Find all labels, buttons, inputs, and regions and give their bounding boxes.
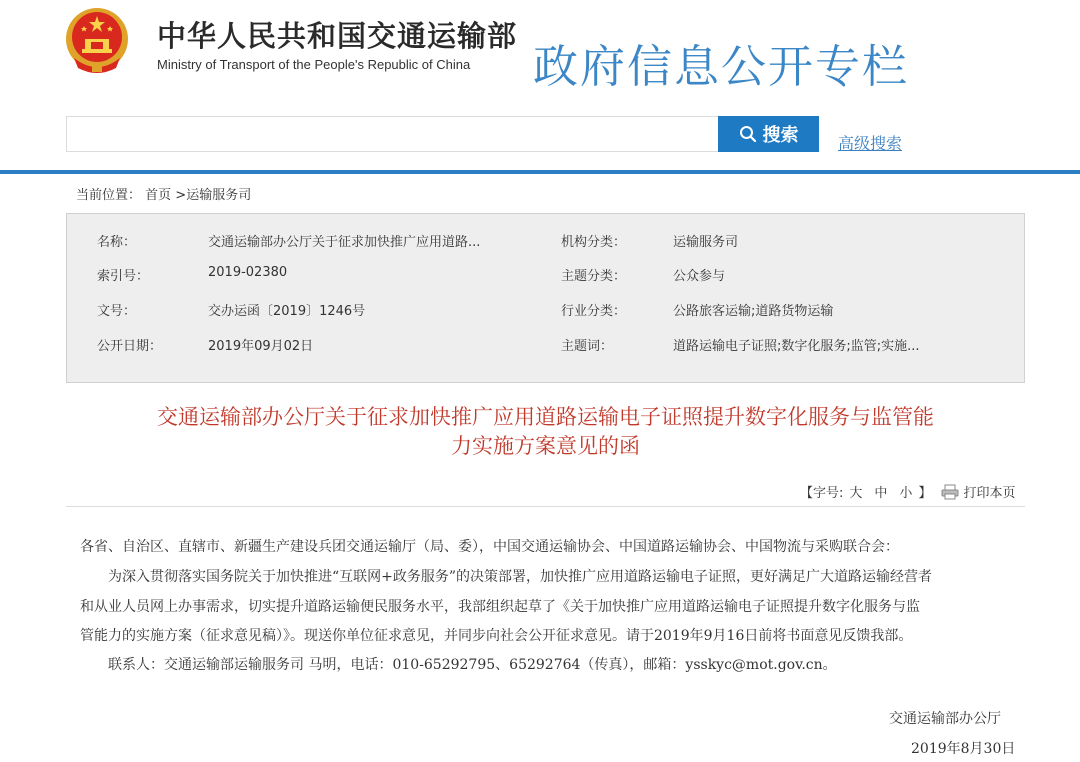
document-toolbar	[800, 482, 1015, 501]
meta-date-value: 2019年09月02日	[208, 339, 314, 354]
meta-keywords-value: 道路运输电子证照;数字化服务;监管;实施...	[673, 339, 920, 354]
signature-org: 交通运输部办公厅	[889, 711, 1001, 727]
national-emblem-icon	[64, 6, 130, 76]
document-title-line2: 力实施方案意见的函	[451, 434, 640, 458]
breadcrumb-separator: >	[171, 188, 187, 203]
breadcrumb	[76, 184, 251, 203]
advanced-search-link[interactable]: 高级搜索	[838, 134, 903, 153]
meta-industry-label: 行业分类：	[561, 304, 627, 319]
meta-topic-label: 主题分类：	[561, 269, 627, 284]
font-size-small-button[interactable]: 小	[899, 486, 913, 501]
body-paragraph-line2: 和从业人员网上办事需求，切实提升道路运输便民服务水平，我部组织起草了《关于加快推广应用道路运输电子证照提升数字化服务与监	[80, 599, 920, 615]
document-title	[66, 403, 1025, 461]
search-icon	[739, 125, 757, 143]
meta-org-label: 机构分类：	[561, 235, 627, 250]
font-size-prefix: 【字号:	[800, 486, 844, 501]
document-title-line1: 交通运输部办公厅关于征求加快推广应用道路运输电子证照提升数字化服务与监管能	[157, 405, 934, 429]
meta-date-label: 公开日期：	[97, 339, 163, 354]
search-input[interactable]	[66, 116, 718, 152]
meta-docno-value: 交办运函〔2019〕1246号	[208, 304, 366, 319]
meta-topic-value: 公众参与	[673, 269, 726, 284]
body-salutation: 各省、自治区、直辖市、新疆生产建设兵团交通运输厅（局、委），中国交通运输协会、中国道路运输协会、中国物流与采购联合会：	[80, 539, 899, 555]
print-page-label: 打印本页	[963, 486, 1016, 501]
ministry-name-cn: 中华人民共和国交通运输部	[157, 19, 518, 53]
font-size-large-button[interactable]: 大	[849, 486, 863, 501]
meta-org-value: 运输服务司	[673, 235, 739, 250]
meta-index-value: 2019-02380	[208, 265, 288, 280]
font-size-medium-button[interactable]: 中	[874, 486, 888, 501]
search-button-label: 搜索	[762, 125, 799, 146]
document-metadata-panel	[66, 213, 1025, 383]
body-paragraph-line3: 管能力的实施方案（征求意见稿）》。现送你单位征求意见，并同步向社会公开征求意见。请于2019年9月16日前将书面意见反馈我部。	[80, 628, 913, 644]
printer-icon	[941, 484, 959, 500]
breadcrumb-prefix: 当前位置：	[76, 188, 142, 203]
breadcrumb-home-link[interactable]: 首页	[145, 188, 172, 203]
breadcrumb-current-link[interactable]: 运输服务司	[186, 188, 252, 203]
font-size-suffix: 】	[918, 486, 932, 501]
print-page-button[interactable]	[941, 482, 1015, 501]
body-paragraph-line1: 为深入贯彻落实国务院关于加快推进“互联网+政务服务”的决策部署，加快推广应用道路运输电子证照，更好满足广大道路运输经营者	[108, 569, 933, 585]
column-title: 政府信息公开专栏	[533, 40, 910, 93]
meta-keywords-label: 主题词：	[561, 339, 614, 354]
body-contact: 联系人：交通运输部运输服务司 马明，电话：010-65292795、65292764（传真），邮箱：ysskyc@mot.gov.cn。	[108, 657, 837, 673]
ministry-name-en: Ministry of Transport of the People's Republic of China	[157, 57, 471, 72]
content-divider	[66, 506, 1025, 507]
meta-index-label: 索引号：	[97, 269, 150, 284]
meta-name-value: 交通运输部办公厅关于征求加快推广应用道路...	[208, 235, 481, 250]
signature-date: 2019年8月30日	[911, 741, 1016, 757]
search-button[interactable]	[718, 116, 819, 152]
meta-industry-value: 公路旅客运输;道路货物运输	[673, 304, 834, 319]
meta-docno-label: 文号：	[97, 304, 137, 319]
meta-name-label: 名称：	[97, 235, 137, 250]
header-divider-bar	[0, 170, 1080, 174]
